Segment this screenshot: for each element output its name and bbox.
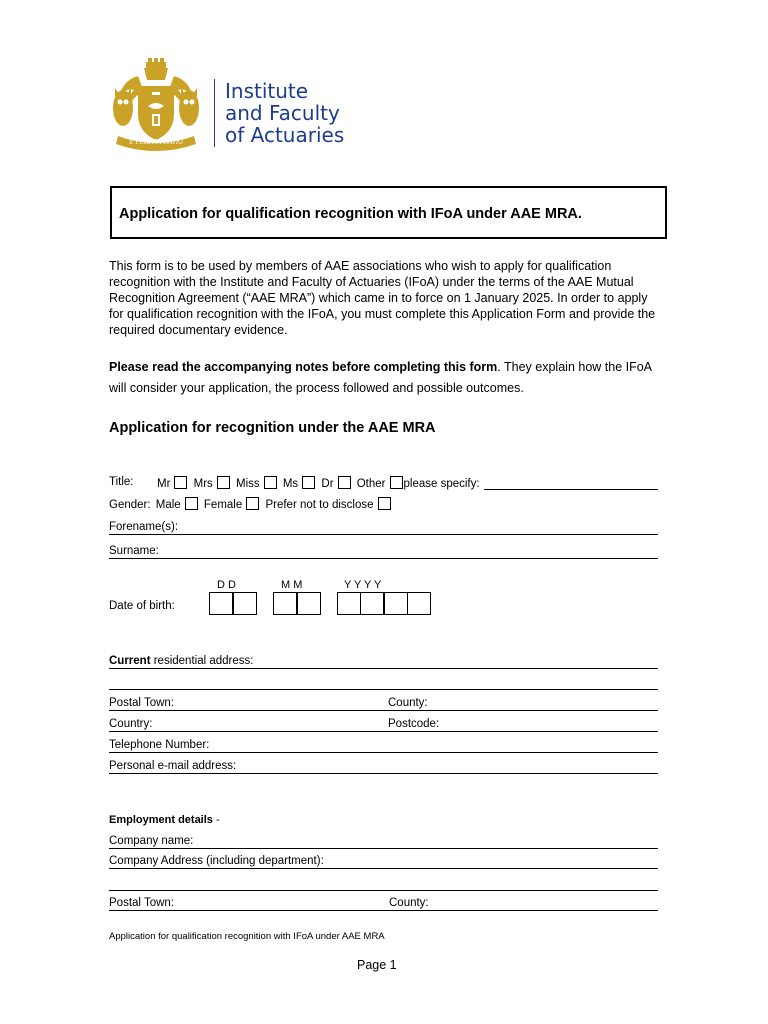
dob-month-2[interactable] <box>297 592 321 615</box>
title-option-ms: Ms <box>282 478 299 490</box>
ifoa-crest-logo <box>108 58 204 152</box>
email-field[interactable] <box>109 773 658 774</box>
title-dr-checkbox[interactable] <box>338 476 351 489</box>
logo-line-1: Institute <box>225 79 309 103</box>
title-option-dr: Dr <box>321 478 334 490</box>
dob-month-1[interactable] <box>273 592 297 615</box>
section-title: Application for recognition under the AAE MRA <box>109 420 436 436</box>
crest-motto: E PERITIA RATIO <box>128 139 184 146</box>
company-name-field[interactable] <box>109 848 658 849</box>
address-line-1-field[interactable] <box>109 668 658 669</box>
dob-day-header: D D <box>217 579 236 591</box>
gender-option-prefer-not: Prefer not to disclose <box>265 499 374 511</box>
title-specify-field[interactable] <box>484 489 658 490</box>
gender-prefer-not-checkbox[interactable] <box>378 497 391 510</box>
current-address-label <box>109 655 253 667</box>
page-number: Page 1 <box>357 958 397 972</box>
title-mr-checkbox[interactable] <box>174 476 187 489</box>
company-county-label: County: <box>389 897 429 909</box>
dob-year-header: Y Y Y Y <box>344 579 382 591</box>
country-postcode-field[interactable] <box>109 731 658 732</box>
company-address-label: Company Address (including department): <box>109 855 324 867</box>
gender-female-checkbox[interactable] <box>246 497 259 510</box>
gender-option-male: Male <box>155 499 181 511</box>
company-postal-town-label: Postal Town: <box>109 897 174 909</box>
dob-label: Date of birth: <box>109 600 175 612</box>
logo-divider <box>214 79 215 147</box>
telephone-field[interactable] <box>109 752 658 753</box>
title-miss-checkbox[interactable] <box>264 476 277 489</box>
form-title-box <box>110 186 667 239</box>
current-bold: Current <box>109 655 151 667</box>
address-line-2-field[interactable] <box>109 689 658 690</box>
country-label: Country: <box>109 718 153 730</box>
gender-option-female: Female <box>203 499 243 511</box>
gender-label: Gender: <box>109 499 151 511</box>
title-other-checkbox[interactable] <box>390 476 403 489</box>
title-specify-label: please specify: <box>403 478 480 490</box>
company-name-label: Company name: <box>109 835 194 847</box>
title-option-mr: Mr <box>157 478 171 490</box>
dob-year-3[interactable] <box>384 592 408 615</box>
title-option-other: Other <box>356 478 386 490</box>
surname-field[interactable] <box>109 558 658 559</box>
postal-town-label: Postal Town: <box>109 697 174 709</box>
dob-month-header: M M <box>281 579 303 591</box>
employment-heading-bold: Employment details <box>109 814 213 826</box>
forenames-label: Forename(s): <box>109 521 179 533</box>
form-title: Application for qualification recognition with IFoA under AAE MRA. <box>119 206 582 222</box>
notes-bold: Please read the accompanying notes before completing this form <box>109 360 498 374</box>
title-option-mrs: Mrs <box>193 478 213 490</box>
company-postal-town-county-field[interactable] <box>109 910 658 911</box>
forenames-field[interactable] <box>109 534 658 535</box>
notes-rest: . They explain how the IFoA will consider your application, the process followed and possible outcomes. <box>109 360 652 395</box>
surname-label: Surname: <box>109 545 159 557</box>
gender-male-checkbox[interactable] <box>185 497 198 510</box>
page-footer: Application for qualification recognition with IFoA under AAE MRA <box>109 931 385 942</box>
email-label: Personal e-mail address: <box>109 760 237 772</box>
employment-heading-dash: - <box>212 814 220 826</box>
logo-line-2: and Faculty <box>225 101 340 125</box>
intro-paragraph: This form is to be used by members of AAE associations who wish to apply for qualification recognition with the Institute and Faculty of Actuaries (IFoA) under the terms of the AAE Mutual Recognition Agreement (“AAE MRA”) which came in to force on 1 January 2025. In order to apply for qualification recognition with the IFoA, you must complete this Application Form and provide the required documentary evidence. <box>109 259 656 337</box>
dob-day-2[interactable] <box>233 592 257 615</box>
county-label: County: <box>388 697 428 709</box>
company-address-line-1-field[interactable] <box>109 868 658 869</box>
dob-year-2[interactable] <box>360 592 384 615</box>
title-label: Title: <box>109 476 134 488</box>
logo-wordmark <box>225 80 344 146</box>
dob-day-1[interactable] <box>209 592 233 615</box>
title-mrs-checkbox[interactable] <box>217 476 230 489</box>
title-option-miss: Miss <box>236 478 260 490</box>
telephone-label: Telephone Number: <box>109 739 210 751</box>
postcode-label: Postcode: <box>388 718 440 730</box>
notes-paragraph <box>109 357 665 399</box>
company-address-line-2-field[interactable] <box>109 890 658 891</box>
dob-year-4[interactable] <box>407 592 431 615</box>
current-rest: residential address: <box>150 655 254 667</box>
dob-year-1[interactable] <box>337 592 361 615</box>
employment-heading <box>109 814 220 826</box>
title-ms-checkbox[interactable] <box>302 476 315 489</box>
postal-town-county-field[interactable] <box>109 710 658 711</box>
gender-options <box>109 497 394 511</box>
title-options <box>157 476 480 490</box>
logo-line-3: of Actuaries <box>225 123 345 147</box>
